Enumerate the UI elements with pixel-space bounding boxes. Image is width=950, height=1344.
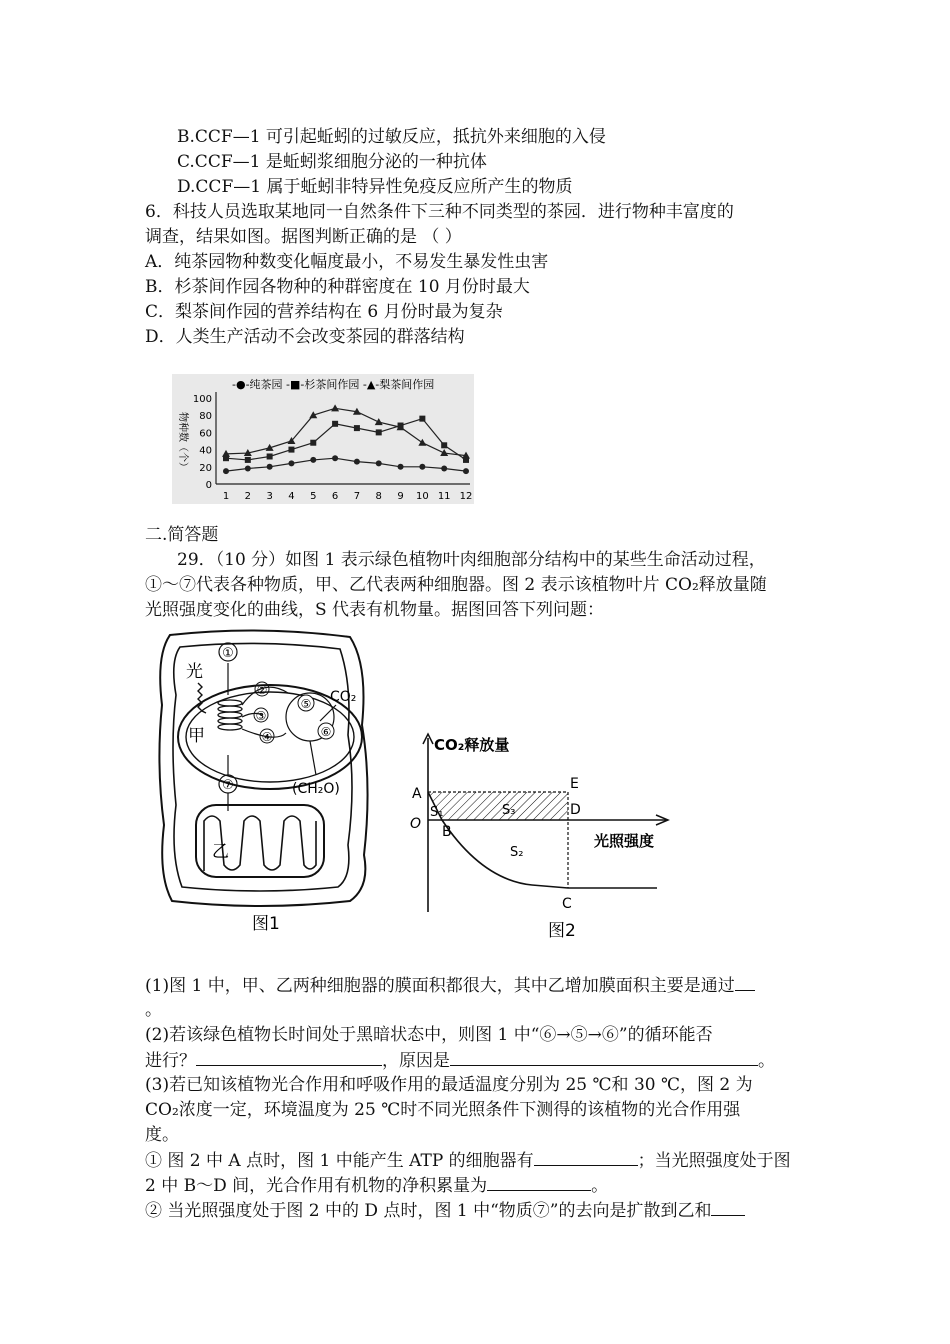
chart-point <box>463 468 469 474</box>
chart-series-line <box>226 458 466 471</box>
sub3-l5-end: 。 <box>591 1176 609 1196</box>
sub3-line6 <box>145 1199 745 1222</box>
figure-2-co2-curve <box>402 730 682 945</box>
chart-xtick-label: 7 <box>353 491 361 502</box>
chart-point <box>310 457 316 463</box>
chart-xtick-label: 11 <box>437 491 451 502</box>
chart-point <box>331 404 339 411</box>
sub3-l6-text: ② 当光照强度处于图 2 中的 D 点时，图 1 中“物质⑦”的去向是扩散到乙和 <box>145 1201 712 1221</box>
area-s1: S₁ <box>430 805 444 820</box>
sub1-line1 <box>145 974 755 997</box>
sub2-reason: ，原因是 <box>382 1051 450 1071</box>
q6-option-b: B．杉茶间作园各物种的种群密度在 10 月份时最大 <box>145 277 530 297</box>
point-o: O <box>410 816 422 832</box>
chart-xtick-label: 12 <box>459 491 473 502</box>
point-e: E <box>570 776 579 792</box>
sub2-answer-blank-1[interactable] <box>196 1049 382 1066</box>
chart-point <box>376 460 382 466</box>
label-co2: CO₂ <box>330 689 357 705</box>
chart-ylabel: 物种数（个） <box>177 412 188 472</box>
sub2-prefix: 进行？ <box>145 1051 196 1071</box>
option-c-prev: C.CCF—1 是蚯蚓浆细胞分泌的一种抗体 <box>177 152 487 172</box>
label-light: 光 <box>186 662 203 682</box>
chart-point <box>419 464 425 470</box>
chart-ytick-label: 80 <box>199 411 212 423</box>
label-substance-7: ⑦ <box>222 778 234 793</box>
point-b: B <box>442 824 452 840</box>
chart-legend: -●-纯茶园 -■-杉茶间作园 -▲-梨茶间作园 <box>232 378 435 391</box>
label-ch2o: (CH₂O) <box>292 781 340 797</box>
chart-point <box>332 455 338 461</box>
chart-series-line <box>226 419 466 460</box>
figure-1-caption: 图1 <box>252 914 280 934</box>
chart-point <box>375 418 383 425</box>
sub3-l5-text: 2 中 B～D 间，光合作用有机物的净积累量为 <box>145 1176 488 1196</box>
chart-point <box>376 429 382 435</box>
chart-xtick-label: 6 <box>331 491 339 502</box>
q29-line2: ①～⑦代表各种物质，甲、乙代表两种细胞器。图 2 表示该植物叶片 CO₂释放量随 <box>145 575 767 595</box>
chart-point <box>354 459 360 465</box>
chart-point <box>418 439 426 446</box>
chart-ytick-label: 60 <box>199 428 212 440</box>
option-b-prev: B.CCF—1 可引起蚯蚓的过敏反应，抵抗外来细胞的入侵 <box>177 127 606 147</box>
q6-stem-line1: 6．科技人员选取某地同一自然条件下三种不同类型的茶园．进行物种丰富度的 <box>145 202 734 222</box>
q29-line3: 光照强度变化的曲线，S 代表有机物量。据图回答下列问题： <box>145 600 605 620</box>
sub3-answer-blank-3[interactable] <box>711 1199 745 1216</box>
hatched-area-s3 <box>428 792 568 820</box>
chart-point <box>288 460 294 466</box>
q6-stem-line2: 调查，结果如图。据图判断正确的是 （ ） <box>145 227 462 247</box>
chart-xtick-label: 1 <box>222 491 230 502</box>
species-chart <box>172 374 474 504</box>
sub3-line5 <box>145 1174 608 1197</box>
label-organelle-jia: 甲 <box>188 726 205 746</box>
option-d-prev: D.CCF—1 属于蚯蚓非特异性免疫反应所产生的物质 <box>177 177 573 197</box>
sub2-end: 。 <box>758 1051 775 1071</box>
chart-point <box>310 440 316 446</box>
sub3-line1: (3)若已知该植物光合作用和呼吸作用的最适温度分别为 25 ℃和 30 ℃，图 2 为 <box>145 1075 753 1095</box>
chart-point <box>267 464 273 470</box>
q29-line1: 29．（10 分）如图 1 表示绿色植物叶肉细胞部分结构中的某些生命活动过程， <box>177 550 766 570</box>
chart-point <box>441 442 447 448</box>
sub2-answer-blank-2[interactable] <box>450 1049 758 1066</box>
chart-xtick-label: 5 <box>310 491 317 502</box>
sub2-line1: (2)若该绿色植物长时间处于黑暗状态中，则图 1 中“⑥→⑤→⑥”的循环能否 <box>145 1025 713 1045</box>
point-a: A <box>412 786 422 802</box>
chart-point <box>441 466 447 472</box>
sub3-l4-text: ① 图 2 中 A 点时，图 1 中能产生 ATP 的细胞器有 <box>145 1151 534 1171</box>
chart-xtick-label: 2 <box>244 491 252 502</box>
figure-1-cell-diagram <box>150 625 390 945</box>
label-substance-6: ⑥ <box>320 725 332 739</box>
chart-point <box>398 464 404 470</box>
label-substance-4: ④ <box>261 730 273 744</box>
chart-series-line <box>226 408 466 455</box>
chart-ytick-label: 0 <box>205 480 212 491</box>
chart-point <box>440 449 448 456</box>
area-s3: S₃ <box>502 803 516 818</box>
q6-option-d: D．人类生产活动不会改变茶园的群落结构 <box>145 327 465 347</box>
sub3-line4 <box>145 1149 791 1172</box>
label-substance-2: ② <box>256 683 268 697</box>
sub3-answer-blank-2[interactable] <box>487 1174 591 1191</box>
chart-ytick-label: 100 <box>192 394 212 405</box>
area-s2: S₂ <box>510 845 524 860</box>
sub2-line2 <box>145 1049 775 1072</box>
chart-xtick-label: 8 <box>375 491 382 502</box>
chart-point <box>288 447 294 453</box>
chart-xtick-label: 10 <box>415 491 429 502</box>
chart-point <box>354 425 360 431</box>
figure-2-caption: 图2 <box>548 921 576 941</box>
sub3-line2: CO₂浓度一定，环境温度为 25 ℃时不同光照条件下测得的该植物的光合作用强 <box>145 1100 741 1120</box>
q6-option-c: C．梨茶间作园的营养结构在 6 月份时最为复杂 <box>145 302 503 322</box>
chart-point <box>223 468 229 474</box>
q6-option-a: A．纯茶园物种数变化幅度最小，不易发生暴发性虫害 <box>145 252 549 272</box>
sub3-l4-rest: ；当光照强度处于图 <box>637 1151 791 1171</box>
chart-point <box>332 421 338 427</box>
label-substance-5: ⑤ <box>300 697 312 711</box>
sub1-answer-blank[interactable] <box>735 974 755 991</box>
point-d: D <box>570 802 581 818</box>
thylakoid-grana-icon <box>218 700 242 730</box>
sub1-line2: 。 <box>145 1000 162 1020</box>
label-substance-3: ③ <box>255 709 267 723</box>
sub3-line3: 度。 <box>145 1125 179 1145</box>
chart-point <box>245 457 251 463</box>
fig2-y-label: CO₂释放量 <box>434 736 510 754</box>
species-chart-svg <box>172 374 474 504</box>
section-title: 二.简答题 <box>145 525 219 545</box>
label-organelle-yi: 乙 <box>212 842 229 862</box>
sub1-text: (1)图 1 中，甲、乙两种细胞器的膜面积都很大，其中乙增加膜面积主要是通过 <box>145 976 735 996</box>
chart-xtick-label: 4 <box>288 491 295 502</box>
label-substance-1: ① <box>222 646 234 661</box>
chart-ytick-label: 40 <box>199 445 212 457</box>
chart-xtick-label: 9 <box>397 491 404 502</box>
chart-ytick-label: 20 <box>199 462 212 474</box>
chart-xtick-label: 3 <box>266 491 273 502</box>
chart-point <box>419 416 425 422</box>
point-c: C <box>562 896 572 912</box>
fig2-x-label: 光照强度 <box>594 832 655 850</box>
chart-point <box>267 453 273 459</box>
sub3-answer-blank-1[interactable] <box>534 1149 638 1166</box>
chart-point <box>245 466 251 472</box>
